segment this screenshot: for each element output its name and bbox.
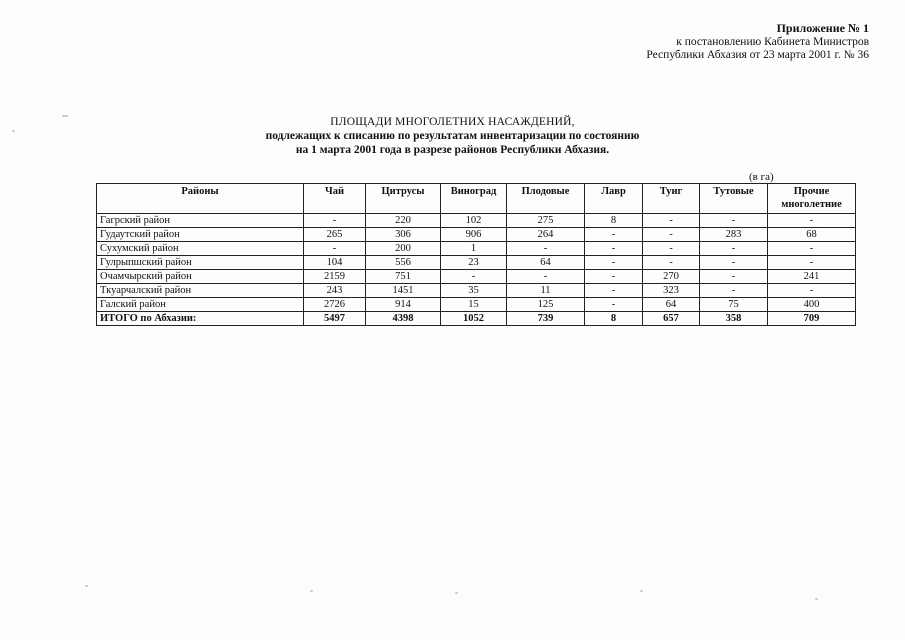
column-header: Районы bbox=[97, 184, 304, 214]
value-cell: 270 bbox=[643, 270, 700, 284]
value-cell: - bbox=[585, 284, 643, 298]
value-cell: - bbox=[585, 298, 643, 312]
value-cell: - bbox=[768, 242, 856, 256]
value-cell: 23 bbox=[441, 256, 507, 270]
scan-speck bbox=[815, 598, 818, 600]
region-cell: Галский район bbox=[97, 298, 304, 312]
value-cell: - bbox=[585, 228, 643, 242]
value-cell: - bbox=[700, 270, 768, 284]
region-cell: Гудаутский район bbox=[97, 228, 304, 242]
heading-line-2: подлежащих к списанию по результатам инвентаризации по состоянию bbox=[265, 130, 640, 142]
value-cell: - bbox=[643, 228, 700, 242]
value-cell: 104 bbox=[304, 256, 366, 270]
total-value-cell: 4398 bbox=[366, 312, 441, 326]
value-cell: - bbox=[768, 214, 856, 228]
heading-line-1: ПЛОЩАДИ МНОГОЛЕТНИХ НАСАЖДЕНИЙ, bbox=[330, 116, 575, 128]
document-heading bbox=[0, 115, 905, 157]
value-cell: 906 bbox=[441, 228, 507, 242]
value-cell: 1 bbox=[441, 242, 507, 256]
total-row bbox=[97, 312, 856, 326]
value-cell: 275 bbox=[507, 214, 585, 228]
total-value-cell: 358 bbox=[700, 312, 768, 326]
column-header: Прочие многолетние bbox=[768, 184, 856, 214]
appendix-line-2: к постановлению Кабинета Министров bbox=[676, 35, 869, 48]
scan-speck bbox=[62, 115, 68, 117]
scan-speck bbox=[455, 592, 458, 594]
value-cell: 751 bbox=[366, 270, 441, 284]
value-cell: 2159 bbox=[304, 270, 366, 284]
appendix-line-3: Республики Абхазия от 23 марта 2001 г. № 36 bbox=[646, 49, 869, 61]
appendix-title: Приложение № 1 bbox=[776, 21, 869, 35]
value-cell: - bbox=[304, 242, 366, 256]
total-label-cell: ИТОГО по Абхазии: bbox=[97, 312, 304, 326]
value-cell: 283 bbox=[700, 228, 768, 242]
value-cell: - bbox=[507, 270, 585, 284]
total-value-cell: 739 bbox=[507, 312, 585, 326]
region-cell: Ткуарчалский район bbox=[97, 284, 304, 298]
region-cell: Очамчырский район bbox=[97, 270, 304, 284]
column-header: Тутовые bbox=[700, 184, 768, 214]
value-cell: - bbox=[585, 256, 643, 270]
value-cell: - bbox=[585, 242, 643, 256]
table-row bbox=[97, 214, 856, 228]
total-value-cell: 657 bbox=[643, 312, 700, 326]
total-value-cell: 8 bbox=[585, 312, 643, 326]
value-cell: - bbox=[700, 214, 768, 228]
value-cell: - bbox=[643, 256, 700, 270]
value-cell: 15 bbox=[441, 298, 507, 312]
value-cell: 220 bbox=[366, 214, 441, 228]
scan-speck bbox=[85, 585, 88, 587]
heading-line-3: на 1 марта 2001 года в разрезе районов Республики Абхазия. bbox=[295, 144, 610, 156]
value-cell: - bbox=[700, 242, 768, 256]
appendix-block bbox=[646, 22, 869, 63]
value-cell: 125 bbox=[507, 298, 585, 312]
table-row bbox=[97, 242, 856, 256]
column-header: Чай bbox=[304, 184, 366, 214]
value-cell: 264 bbox=[507, 228, 585, 242]
value-cell: 400 bbox=[768, 298, 856, 312]
value-cell: - bbox=[643, 214, 700, 228]
table-row bbox=[97, 298, 856, 312]
column-header: Виноград bbox=[441, 184, 507, 214]
value-cell: 200 bbox=[366, 242, 441, 256]
value-cell: 102 bbox=[441, 214, 507, 228]
column-header: Плодовые bbox=[507, 184, 585, 214]
value-cell: - bbox=[700, 256, 768, 270]
value-cell: - bbox=[768, 284, 856, 298]
value-cell: - bbox=[441, 270, 507, 284]
value-cell: - bbox=[700, 284, 768, 298]
value-cell: - bbox=[304, 214, 366, 228]
table-row bbox=[97, 256, 856, 270]
value-cell: 1451 bbox=[366, 284, 441, 298]
plantations-table bbox=[96, 183, 856, 326]
region-cell: Сухумский район bbox=[97, 242, 304, 256]
table-row bbox=[97, 284, 856, 298]
value-cell: 68 bbox=[768, 228, 856, 242]
scan-speck bbox=[640, 590, 643, 592]
value-cell: 8 bbox=[585, 214, 643, 228]
value-cell: 556 bbox=[366, 256, 441, 270]
table-row bbox=[97, 228, 856, 242]
value-cell: 11 bbox=[507, 284, 585, 298]
value-cell: 914 bbox=[366, 298, 441, 312]
value-cell: - bbox=[643, 242, 700, 256]
value-cell: 75 bbox=[700, 298, 768, 312]
scan-speck bbox=[310, 590, 313, 592]
table-header-row bbox=[97, 184, 856, 214]
column-header: Туиг bbox=[643, 184, 700, 214]
value-cell: 243 bbox=[304, 284, 366, 298]
value-cell: 265 bbox=[304, 228, 366, 242]
total-value-cell: 5497 bbox=[304, 312, 366, 326]
value-cell: - bbox=[507, 242, 585, 256]
table-row bbox=[97, 270, 856, 284]
value-cell: - bbox=[768, 256, 856, 270]
region-cell: Гулрыпшский район bbox=[97, 256, 304, 270]
total-value-cell: 709 bbox=[768, 312, 856, 326]
value-cell: 35 bbox=[441, 284, 507, 298]
value-cell: 64 bbox=[507, 256, 585, 270]
value-cell: 306 bbox=[366, 228, 441, 242]
value-cell: 64 bbox=[643, 298, 700, 312]
total-value-cell: 1052 bbox=[441, 312, 507, 326]
column-header: Лавр bbox=[585, 184, 643, 214]
value-cell: 323 bbox=[643, 284, 700, 298]
value-cell: - bbox=[585, 270, 643, 284]
column-header: Цитрусы bbox=[366, 184, 441, 214]
unit-label: (в га) bbox=[749, 171, 774, 183]
scan-speck bbox=[12, 130, 15, 132]
region-cell: Гагрский район bbox=[97, 214, 304, 228]
value-cell: 241 bbox=[768, 270, 856, 284]
value-cell: 2726 bbox=[304, 298, 366, 312]
